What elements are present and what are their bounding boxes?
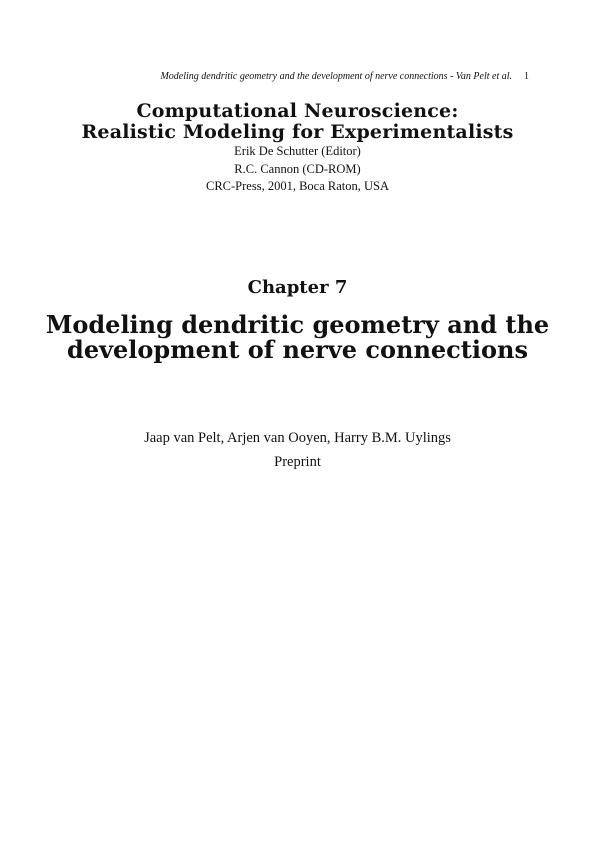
book-cdrom-credit: R.C. Cannon (CD-ROM) <box>234 162 361 176</box>
page-number: 1 <box>524 71 529 82</box>
chapter-authors: Jaap van Pelt, Arjen van Ooyen, Harry B.M. Uylings <box>144 430 451 446</box>
chapter-label: Chapter 7 <box>247 277 348 298</box>
book-editor: Erik De Schutter (Editor) <box>234 144 361 158</box>
chapter-title-line-2: development of nerve connections <box>67 335 528 364</box>
book-title-line-2: Realistic Modeling for Experimentalists <box>81 121 514 143</box>
chapter-title-line-1: Modeling dendritic geometry and the <box>45 310 550 339</box>
book-publisher: CRC-Press, 2001, Boca Raton, USA <box>206 179 389 193</box>
preprint-label: Preprint <box>274 454 321 470</box>
book-title-line-1: Computational Neuroscience: <box>136 100 459 122</box>
running-head-title: Modeling dendritic geometry and the development of nerve connections - Van Pelt et al. <box>160 71 512 82</box>
